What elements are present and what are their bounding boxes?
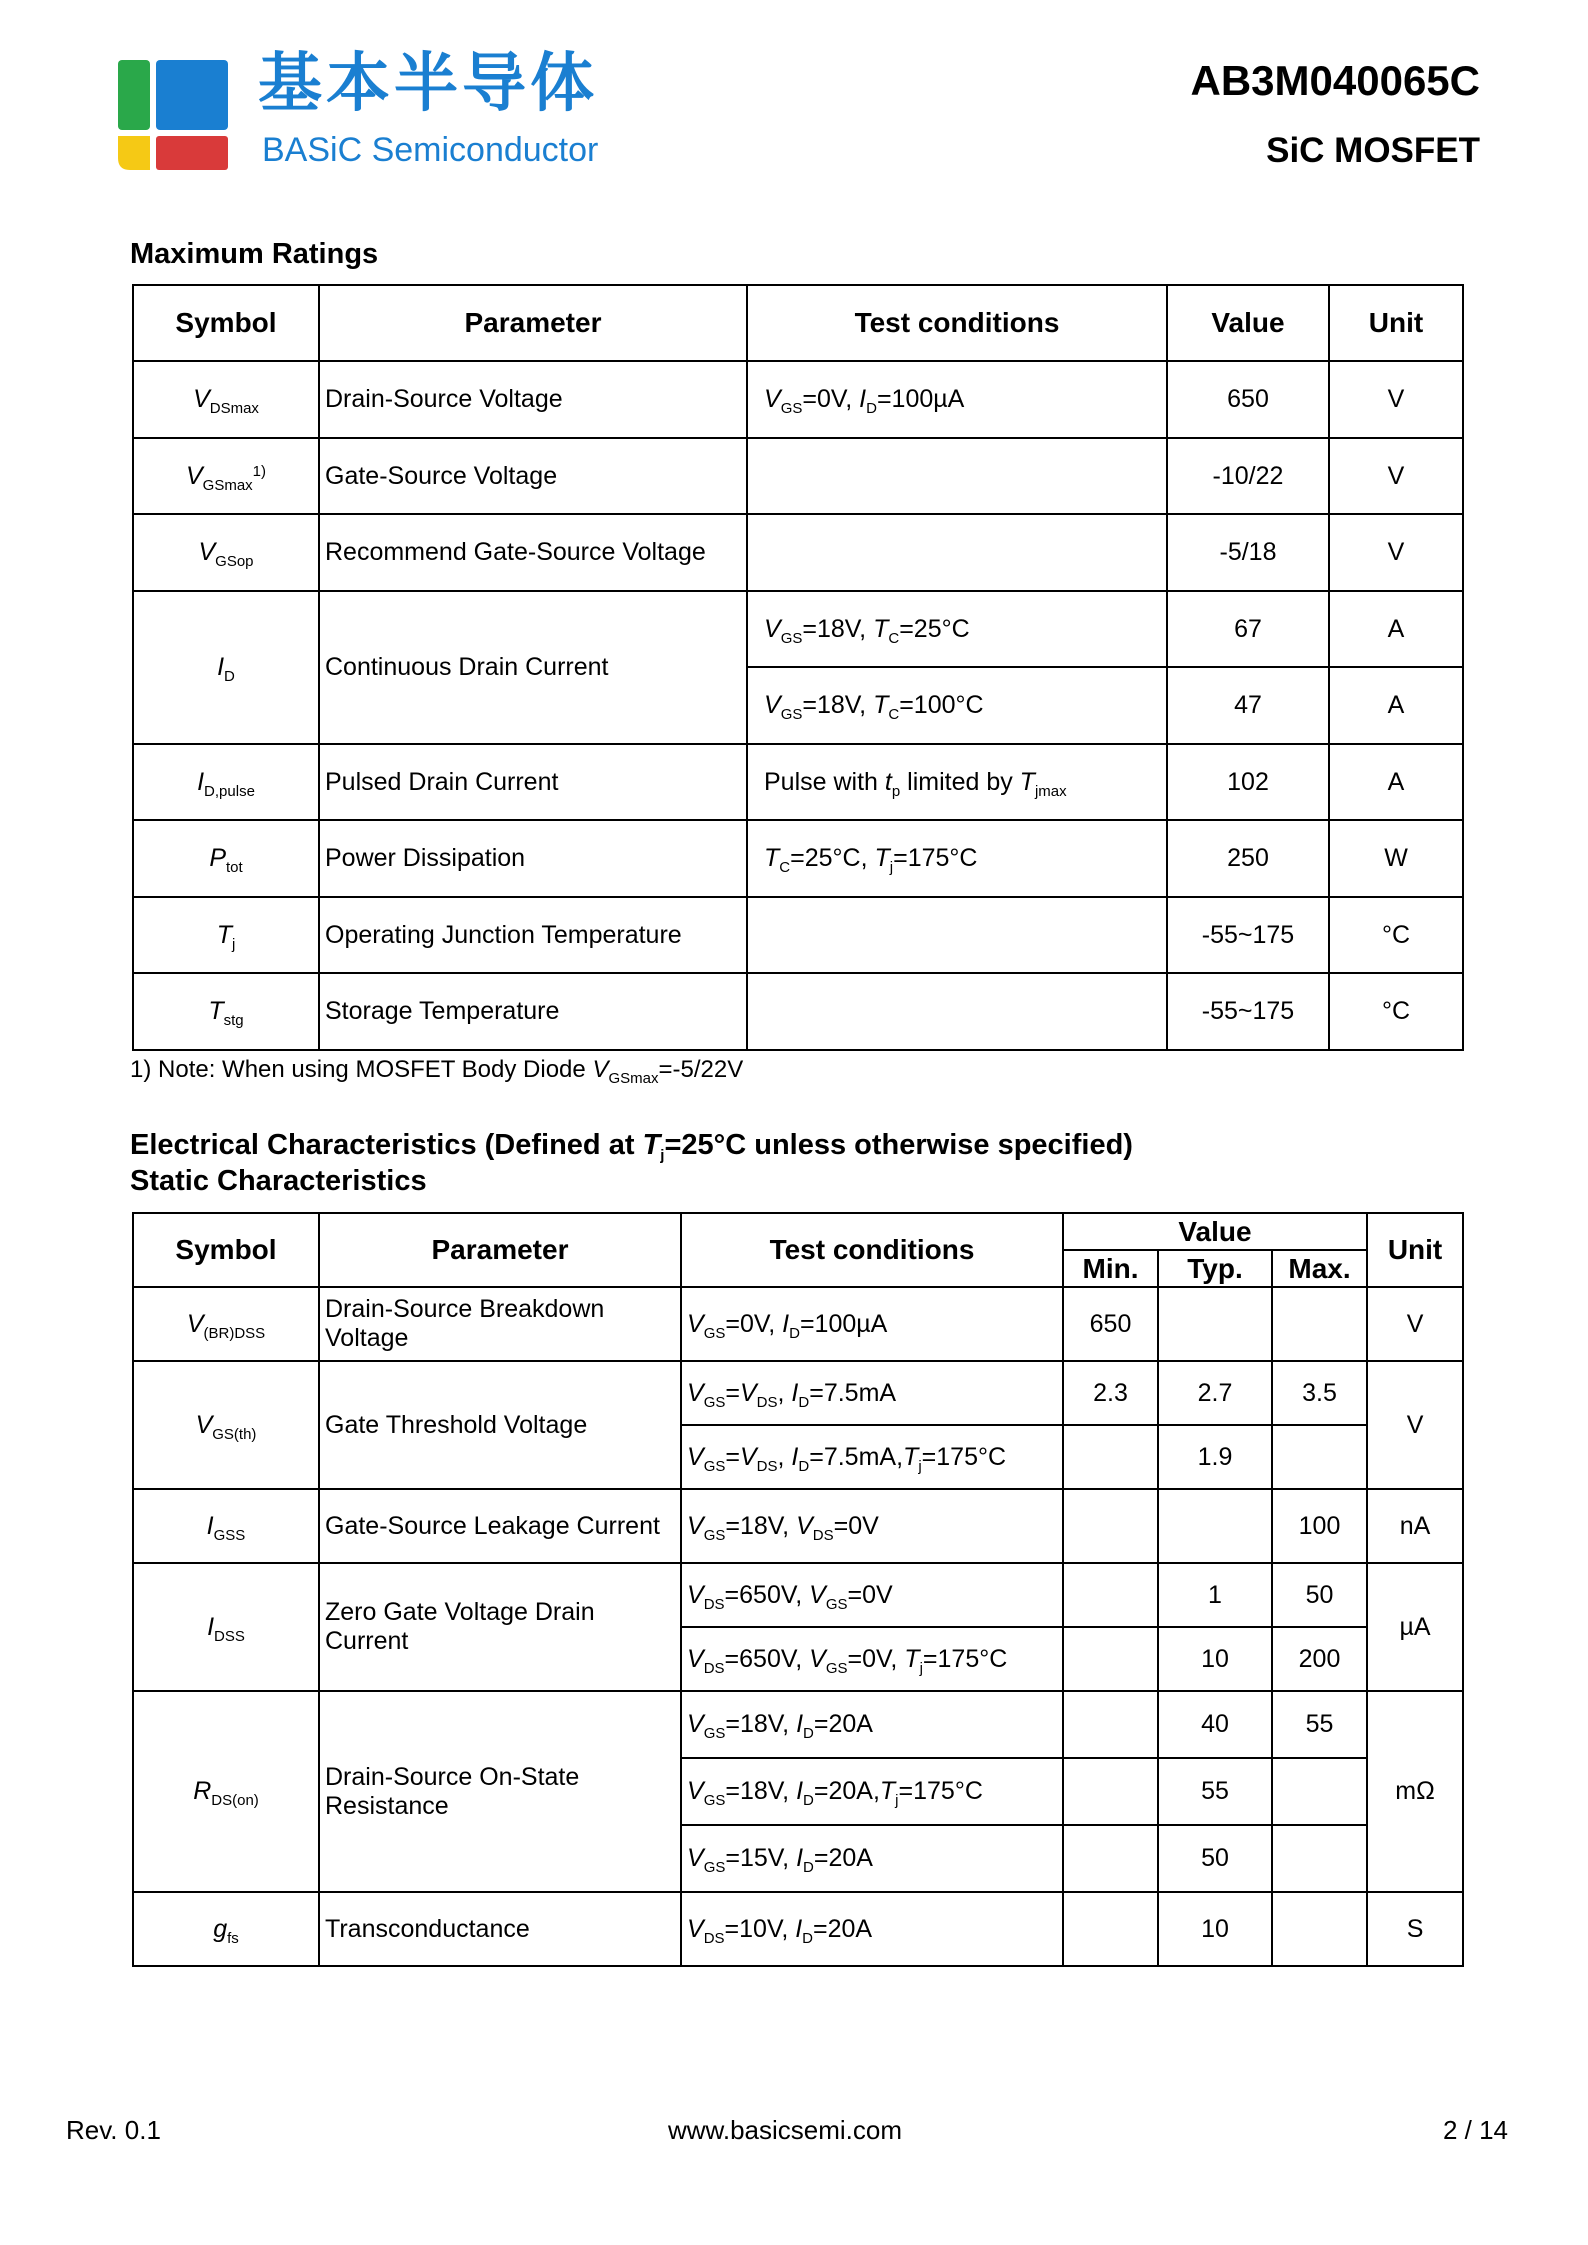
unit-cell: µA xyxy=(1367,1563,1463,1691)
test-conditions-cell: $V_{GS}=V_{DS}$, $I_D=7.5mA$ xyxy=(681,1361,1063,1425)
parameter-cell: Transconductance xyxy=(319,1892,681,1966)
symbol-cell: $P_{tot}$ xyxy=(133,820,319,897)
max-cell xyxy=(1272,1425,1367,1489)
symbol-cell: $V_{GSmax}^{1)}$ xyxy=(133,438,319,514)
electrical-title: Electrical Characteristics (Defined at $T_j=25^\circ C$ unless otherwise specified) xyxy=(130,1129,1133,1164)
footnote: 1) Note: When using MOSFET Body Diode $V_{GSmax}=-5/22V$ xyxy=(130,1056,744,1087)
unit-cell: °C xyxy=(1329,897,1463,973)
logo-yellow-block xyxy=(118,136,150,170)
typ-cell: 1.9 xyxy=(1158,1425,1272,1489)
parameter-cell: Gate-Source Leakage Current xyxy=(319,1489,681,1563)
min-cell xyxy=(1063,1825,1158,1892)
header-unit: Unit xyxy=(1367,1213,1463,1287)
symbol-cell: $T_j$ xyxy=(133,897,319,973)
unit-cell: nA xyxy=(1367,1489,1463,1563)
typ-cell: 10 xyxy=(1158,1627,1272,1691)
test-conditions-cell: $V_{DS}=650V$, $V_{GS}=0V$ xyxy=(681,1563,1063,1627)
static-characteristics-table xyxy=(132,1212,1464,1967)
company-name-cn: 基本半导体 xyxy=(258,47,598,121)
min-cell xyxy=(1063,1425,1158,1489)
test-conditions-cell: $V_{GS}=V_{DS}$, $I_D=7.5mA,T_j=175^\circ C$ xyxy=(681,1425,1063,1489)
page-number: 2 / 14 xyxy=(1442,2115,1508,2145)
unit-cell: °C xyxy=(1329,973,1463,1050)
header-unit: Unit xyxy=(1329,285,1463,361)
test-conditions-cell: $T_C=25^\circ C$, $T_j=175^\circ C$ xyxy=(747,820,1167,897)
min-cell: 650 xyxy=(1063,1287,1158,1361)
parameter-cell: Power Dissipation xyxy=(319,820,747,897)
part-number: AB3M040065C xyxy=(1190,57,1480,104)
header-min: Min. xyxy=(1063,1250,1158,1287)
min-cell xyxy=(1063,1563,1158,1627)
table-row xyxy=(133,744,1463,820)
table-row xyxy=(133,438,1463,514)
test-conditions-cell: $V_{DS}=10V$, $I_D=20A$ xyxy=(681,1892,1063,1966)
table-row xyxy=(133,1361,1463,1425)
typ-cell: 50 xyxy=(1158,1825,1272,1892)
symbol-cell: $V_{(BR)DSS}$ xyxy=(133,1287,319,1361)
unit-cell: V xyxy=(1367,1361,1463,1489)
test-conditions-cell xyxy=(747,897,1167,973)
symbol-cell: $V_{GSop}$ xyxy=(133,514,319,591)
min-cell xyxy=(1063,1691,1158,1758)
unit-cell: W xyxy=(1329,820,1463,897)
table-row xyxy=(133,1489,1463,1563)
test-conditions-cell: Pulse with $t_p$ limited by $T_{jmax}$ xyxy=(747,744,1167,820)
logo-green-block xyxy=(118,60,150,130)
table-row xyxy=(133,1287,1463,1361)
max-cell xyxy=(1272,1892,1367,1966)
symbol-cell: $I_{DSS}$ xyxy=(133,1563,319,1691)
typ-cell: 1 xyxy=(1158,1563,1272,1627)
unit-cell: V xyxy=(1367,1287,1463,1361)
value-cell: 250 xyxy=(1167,820,1329,897)
value-cell: 67 xyxy=(1167,591,1329,667)
typ-cell: 10 xyxy=(1158,1892,1272,1966)
unit-cell: A xyxy=(1329,667,1463,744)
table-row xyxy=(133,820,1463,897)
symbol-cell: $I_D$ xyxy=(133,591,319,744)
max-cell: 50 xyxy=(1272,1563,1367,1627)
symbol-cell: $I_{GSS}$ xyxy=(133,1489,319,1563)
static-characteristics-title: Static Characteristics xyxy=(130,1165,427,1197)
unit-cell: V xyxy=(1329,438,1463,514)
test-conditions-cell: $V_{GS}=18V$, $I_D=20A$ xyxy=(681,1691,1063,1758)
table-row xyxy=(133,1563,1463,1627)
typ-cell: 40 xyxy=(1158,1691,1272,1758)
logo-red-block xyxy=(156,136,228,170)
test-conditions-cell: $V_{GS}=15V$, $I_D=20A$ xyxy=(681,1825,1063,1892)
table-header-row xyxy=(133,285,1463,361)
test-conditions-cell: $V_{GS}=0V$, $I_D=100\mu A$ xyxy=(747,361,1167,438)
parameter-cell: Gate Threshold Voltage xyxy=(319,1361,681,1489)
company-logo xyxy=(118,60,228,170)
test-conditions-cell: $V_{GS}=18V$, $V_{DS}=0V$ xyxy=(681,1489,1063,1563)
max-cell: 100 xyxy=(1272,1489,1367,1563)
value-cell: -55~175 xyxy=(1167,897,1329,973)
parameter-cell: Gate-Source Voltage xyxy=(319,438,747,514)
header-symbol: Symbol xyxy=(133,285,319,361)
parameter-cell: Continuous Drain Current xyxy=(319,591,747,744)
test-conditions-cell: $V_{GS}=18V$, $I_D=20A,T_j=175^\circ C$ xyxy=(681,1758,1063,1825)
parameter-cell: Pulsed Drain Current xyxy=(319,744,747,820)
symbol-cell: $I_{D,pulse}$ xyxy=(133,744,319,820)
website-link[interactable]: www.basicsemi.com xyxy=(667,2115,903,2145)
symbol-cell: $R_{DS(on)}$ xyxy=(133,1691,319,1892)
unit-cell: S xyxy=(1367,1892,1463,1966)
parameter-cell: Zero Gate Voltage Drain Current xyxy=(319,1563,681,1691)
table-row xyxy=(133,973,1463,1050)
parameter-cell: Drain-Source Voltage xyxy=(319,361,747,438)
test-conditions-cell xyxy=(747,514,1167,591)
header-typ: Typ. xyxy=(1158,1250,1272,1287)
test-conditions-cell xyxy=(747,438,1167,514)
symbol-cell: $g_{fs}$ xyxy=(133,1892,319,1966)
min-cell xyxy=(1063,1489,1158,1563)
header-parameter: Parameter xyxy=(319,285,747,361)
unit-cell: V xyxy=(1329,514,1463,591)
typ-cell: 2.7 xyxy=(1158,1361,1272,1425)
table-header-row xyxy=(133,1213,1463,1250)
value-cell: 650 xyxy=(1167,361,1329,438)
table-row xyxy=(133,514,1463,591)
max-ratings-table xyxy=(132,284,1464,1051)
max-cell: 3.5 xyxy=(1272,1361,1367,1425)
table-row xyxy=(133,897,1463,973)
company-name-en: BASiC Semiconductor xyxy=(262,131,599,169)
header-value: Value xyxy=(1167,285,1329,361)
parameter-cell: Operating Junction Temperature xyxy=(319,897,747,973)
value-cell: -55~175 xyxy=(1167,973,1329,1050)
value-cell: -10/22 xyxy=(1167,438,1329,514)
test-conditions-cell: $V_{GS}=0V$, $I_D=100\mu A$ xyxy=(681,1287,1063,1361)
typ-cell xyxy=(1158,1489,1272,1563)
electrical-title-suffix: =25°C unless otherwise specified) xyxy=(664,1129,1133,1161)
part-type: SiC MOSFET xyxy=(1266,131,1480,170)
value-cell: 47 xyxy=(1167,667,1329,744)
header-value: Value xyxy=(1063,1213,1367,1250)
unit-cell: mΩ xyxy=(1367,1691,1463,1892)
typ-cell xyxy=(1158,1287,1272,1361)
table-row xyxy=(133,361,1463,438)
symbol-cell: $V_{DSmax}$ xyxy=(133,361,319,438)
parameter-cell: Storage Temperature xyxy=(319,973,747,1050)
header-symbol: Symbol xyxy=(133,1213,319,1287)
min-cell xyxy=(1063,1627,1158,1691)
parameter-cell: Recommend Gate-Source Voltage xyxy=(319,514,747,591)
unit-cell: V xyxy=(1329,361,1463,438)
max-cell xyxy=(1272,1758,1367,1825)
max-cell xyxy=(1272,1287,1367,1361)
unit-cell: A xyxy=(1329,591,1463,667)
test-conditions-cell: $V_{GS}=18V$, $T_C=25^\circ C$ xyxy=(747,591,1167,667)
footnote-text: 1) Note: When using MOSFET Body Diode xyxy=(130,1056,586,1083)
min-cell xyxy=(1063,1758,1158,1825)
header-parameter: Parameter xyxy=(319,1213,681,1287)
min-cell: 2.3 xyxy=(1063,1361,1158,1425)
test-conditions-cell: $V_{GS}=18V$, $T_C=100^\circ C$ xyxy=(747,667,1167,744)
header-max: Max. xyxy=(1272,1250,1367,1287)
electrical-title-prefix: Electrical Characteristics (Defined at xyxy=(130,1129,635,1161)
typ-cell: 55 xyxy=(1158,1758,1272,1825)
max-cell: 200 xyxy=(1272,1627,1367,1691)
test-conditions-cell xyxy=(747,973,1167,1050)
max-cell xyxy=(1272,1825,1367,1892)
min-cell xyxy=(1063,1892,1158,1966)
table-row xyxy=(133,1892,1463,1966)
header-test-conditions: Test conditions xyxy=(747,285,1167,361)
value-cell: 102 xyxy=(1167,744,1329,820)
max-ratings-title: Maximum Ratings xyxy=(130,238,379,270)
value-cell: -5/18 xyxy=(1167,514,1329,591)
symbol-cell: $T_{stg}$ xyxy=(133,973,319,1050)
test-conditions-cell: $V_{DS}=650V$, $V_{GS}=0V$, $T_j=175^\circ C$ xyxy=(681,1627,1063,1691)
table-row xyxy=(133,1691,1463,1758)
revision: Rev. 0.1 xyxy=(66,2115,161,2145)
parameter-cell: Drain-Source On-State Resistance xyxy=(319,1691,681,1892)
header-test-conditions: Test conditions xyxy=(681,1213,1063,1287)
symbol-cell: $V_{GS(th)}$ xyxy=(133,1361,319,1489)
parameter-cell: Drain-Source Breakdown Voltage xyxy=(319,1287,681,1361)
logo-blue-block xyxy=(156,60,228,130)
max-cell: 55 xyxy=(1272,1691,1367,1758)
table-row xyxy=(133,591,1463,667)
unit-cell: A xyxy=(1329,744,1463,820)
